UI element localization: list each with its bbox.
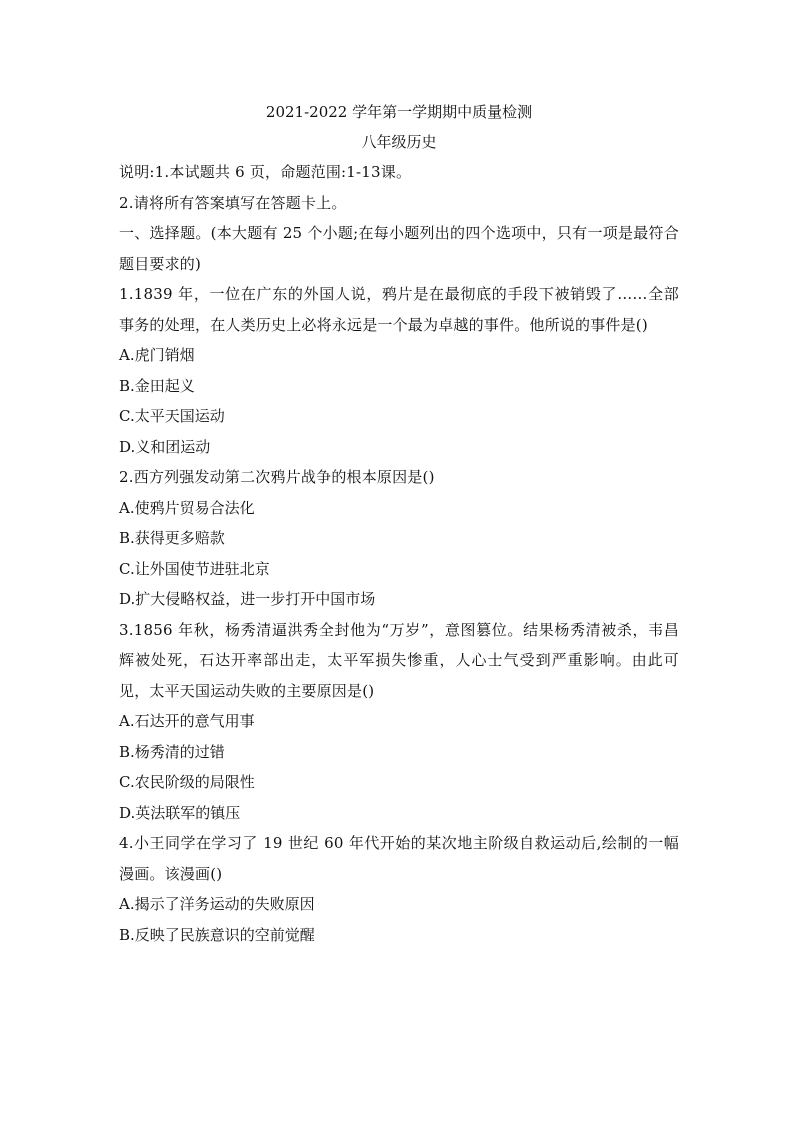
question-3 xyxy=(119,615,679,829)
question-option: B.获得更多赔款 xyxy=(119,529,225,547)
question-option: C.太平天国运动 xyxy=(119,407,225,425)
question-option: C.农民阶级的局限性 xyxy=(119,773,255,791)
question-option: D.义和团运动 xyxy=(119,437,211,456)
question-option: D.扩大侵略权益，进一步打开中国市场 xyxy=(119,590,376,608)
question-stem: 4.小王同学在学习了 19 世纪 60 年代开始的某次地主阶级自救运动后,绘制的一幅漫画。该漫画() xyxy=(119,834,679,883)
question-stem: 2.西方列强发动第二次鸦片战争的根本原因是() xyxy=(119,468,435,486)
section-heading: 一、选择题。(本大题有 25 个小题;在每小题列出的四个选项中，只有一项是最符合题目要求的) xyxy=(119,224,679,273)
question-2 xyxy=(119,462,679,615)
question-option: A.石达开的意气用事 xyxy=(119,712,255,730)
question-stem: 1.1839 年，一位在广东的外国人说，鸦片是在最彻底的手段下被销毁了……全部事务的处理，在人类历史上必将永远是一个最为卓越的事件。他所说的事件是() xyxy=(119,285,679,334)
question-4 xyxy=(119,828,679,950)
question-1 xyxy=(119,279,679,462)
question-option: B.金田起义 xyxy=(119,376,195,395)
question-stem: 3.1856 年秋，杨秀清逼洪秀全封他为“万岁”，意图篡位。结果杨秀清被杀，韦昌辉被处死，石达开率部出走，太平军损失惨重，人心士气受到严重影响。由此可见，太平天国运动失败的主要原因是() xyxy=(119,620,679,700)
question-option: B.杨秀清的过错 xyxy=(119,742,225,761)
exam-title: 2021-2022 学年第一学期期中质量检测 xyxy=(265,103,533,121)
question-option: C.让外国使节进驻北京 xyxy=(119,559,270,578)
note-line: 说明:1.本试题共 6 页，命题范围:1-13课。 xyxy=(119,163,412,181)
question-option: A.使鸦片贸易合法化 xyxy=(119,498,255,517)
exam-content xyxy=(119,97,679,950)
note-line: 2.请将所有答案填写在答题卡上。 xyxy=(119,193,347,212)
exam-subject: 八年级历史 xyxy=(361,133,437,151)
question-option: A.揭示了洋务运动的失败原因 xyxy=(119,895,315,913)
question-option: D.英法联军的镇压 xyxy=(119,803,241,822)
question-option: A.虎门销烟 xyxy=(119,346,195,364)
question-option: B.反映了民族意识的空前觉醒 xyxy=(119,925,315,944)
